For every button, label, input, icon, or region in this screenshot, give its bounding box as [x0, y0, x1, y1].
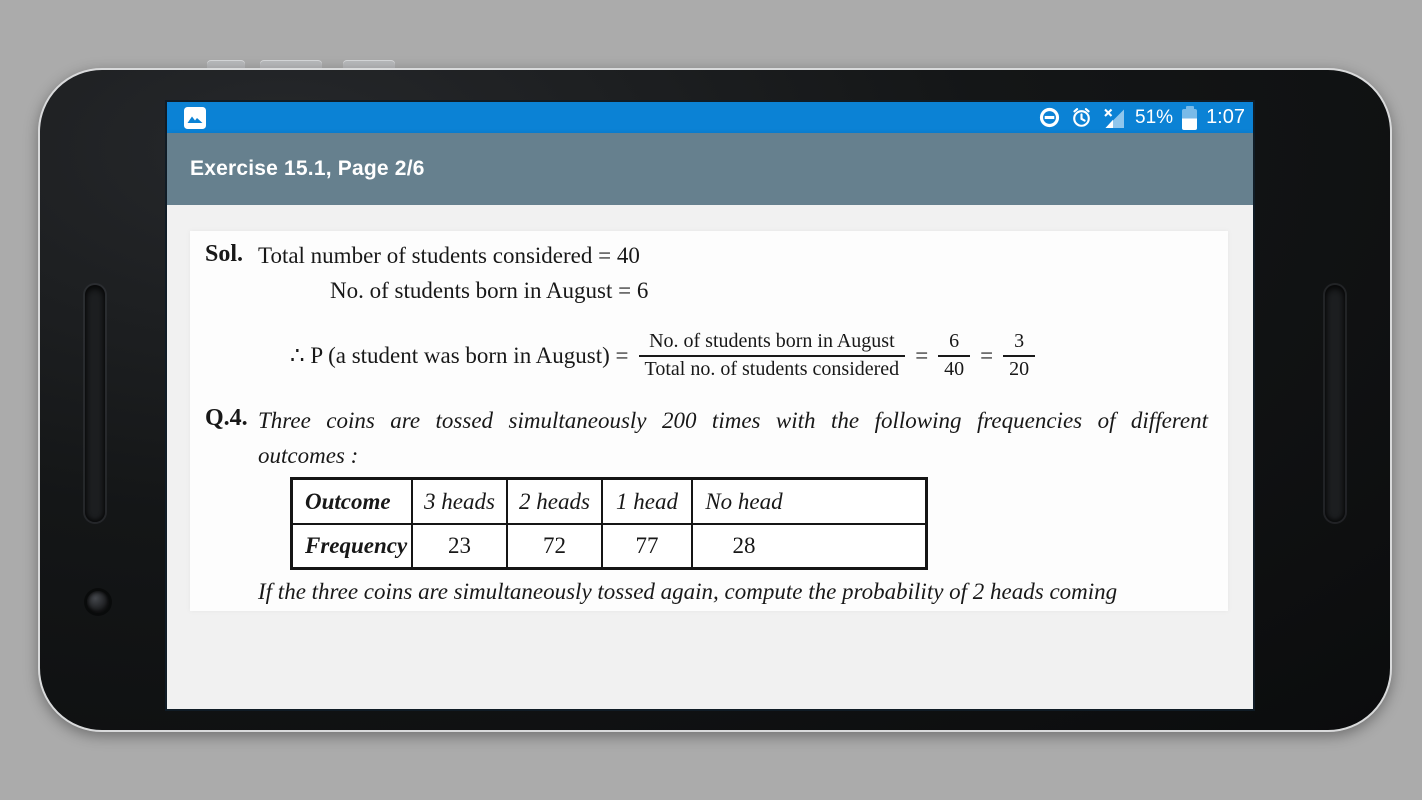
- solution-label: Sol.: [205, 241, 244, 267]
- app-toolbar: [167, 133, 1253, 205]
- table-header-no-head: No head: [693, 480, 925, 525]
- question-text-line-2: outcomes :: [258, 443, 359, 468]
- no-signal-icon: [1102, 106, 1126, 130]
- speaker-slot-left: [85, 285, 105, 522]
- battery-percent: 51%: [1135, 106, 1174, 128]
- speaker-slot-right: [1325, 285, 1345, 522]
- solution-line-1: Total number of students considered = 40: [258, 243, 640, 268]
- alarm-clock-icon: [1070, 106, 1093, 129]
- table-value-2-heads: 72: [508, 525, 603, 567]
- table-value-no-head: 28: [732, 533, 756, 558]
- phone-frame: [38, 68, 1392, 732]
- table-value-1-head: 77: [603, 525, 693, 567]
- question-text-line-1: Three coins are tossed simultaneously 200 times with the following frequencies of different: [258, 408, 1208, 433]
- table-header-outcome: Outcome: [293, 480, 413, 525]
- frequency-table: [290, 477, 928, 570]
- do-not-disturb-icon: [1038, 106, 1061, 129]
- equals-sign-1: =: [915, 343, 929, 368]
- table-header-2-heads: 2 heads: [508, 480, 603, 525]
- fraction-main: $\frac{\text{No. of students born in August}}{\text{Total no. of students considered}}$: [639, 330, 906, 381]
- table-value-3-heads: 23: [413, 525, 508, 567]
- table-row-frequency-label: Frequency: [293, 525, 413, 567]
- equals-sign-2: =: [980, 343, 994, 368]
- solution-line-2: No. of students born in August = 6: [330, 278, 649, 303]
- fraction-6-40: $\frac{6}{40}$: [938, 330, 970, 381]
- table-header-1-head: 1 head: [603, 480, 693, 525]
- battery-icon: [1182, 109, 1197, 130]
- document-page[interactable]: [190, 231, 1228, 611]
- probability-equation: [290, 327, 1035, 385]
- equation-lhs: ∴ P (a student was born in August) =: [290, 343, 629, 368]
- front-camera: [87, 591, 109, 613]
- fraction-3-20: $\frac{3}{20}$: [1003, 330, 1035, 381]
- question-label: Q.4.: [205, 405, 248, 431]
- status-time: 1:07: [1206, 106, 1245, 128]
- table-header-3-heads: 3 heads: [413, 480, 508, 525]
- status-bar: [167, 102, 1253, 133]
- question-continuation-text: If the three coins are simultaneously tossed again, compute the probability of 2 heads coming: [258, 579, 1118, 604]
- image-notification-icon: [183, 106, 207, 130]
- page-title: Exercise 15.1, Page 2/6: [190, 157, 425, 180]
- phone-screen[interactable]: [167, 102, 1253, 709]
- question-text: [258, 403, 1208, 473]
- content-area: [167, 205, 1253, 709]
